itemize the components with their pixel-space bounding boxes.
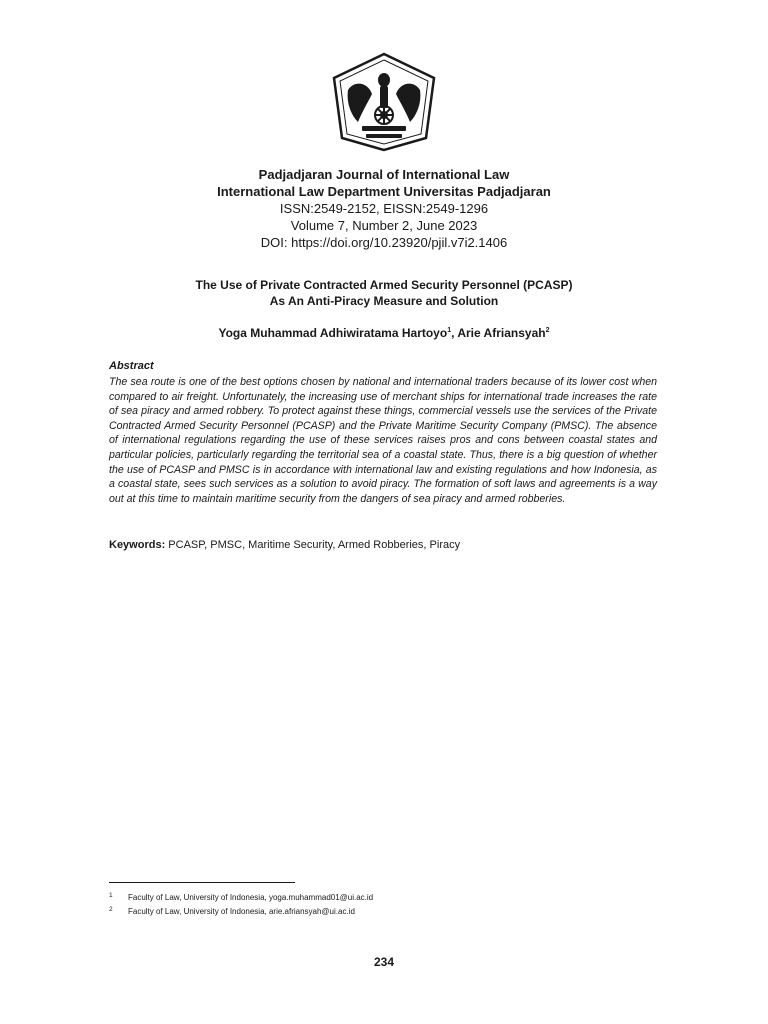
footnote-number: 2: [109, 906, 113, 913]
footnote-text: Faculty of Law, University of Indonesia, arie.afriansyah@ui.ac.id: [128, 907, 355, 916]
department-name: International Law Department Universitas Padjadjaran: [217, 184, 551, 199]
author-separator: ,: [451, 326, 458, 340]
article-title-line1: The Use of Private Contracted Armed Security Personnel (PCASP): [195, 278, 573, 292]
issn-line: ISSN:2549-2152, EISSN:2549-1296: [279, 201, 489, 216]
keywords-line: [109, 539, 460, 551]
university-seal-icon: [328, 50, 440, 154]
footnote-number: 1: [109, 892, 113, 899]
author-line: [0, 326, 768, 340]
article-title: [0, 277, 768, 309]
author-2: Arie Afriansyah: [457, 326, 546, 340]
journal-name: Padjadjaran Journal of International Law: [258, 167, 510, 182]
footnote-divider: [109, 882, 295, 883]
article-title-line2: As An Anti-Piracy Measure and Solution: [269, 294, 499, 308]
abstract-text: The sea route is one of the best options chosen by national and international traders because of its lower cost when compared to air freight. Unfortunately, the increasing use of merchant ships for international trade increases the rate of sea piracy and armed robbery. To protect against these things, commercial vessels use the services of the Private Contracted Armed Security Personnel (PCASP) and the Private Maritime Security Company (PMSC). The absence of international regulations regarding the use of these services raises pros and cons between coastal states and particular policies, particularly regarding the territorial sea of a coastal state. Thus, there is a big question of whether the use of PCASP and PMSC is in accordance with international law and existing regulations and how Indonesia, as a coastal state, sees such services as a solution to avoid piracy. The formation of soft laws and agreements is a way out at this time to maintain maritime security from the dangers of sea piracy and armed robberies.: [109, 376, 657, 505]
abstract-heading: Abstract: [109, 360, 154, 372]
doi-line: DOI: https://doi.org/10.23920/pjil.v7i2.1406: [260, 235, 508, 250]
page-number: 234: [373, 955, 395, 969]
volume-line: Volume 7, Number 2, June 2023: [290, 218, 478, 233]
author-1: Yoga Muhammad Adhiwiratama Hartoyo: [218, 326, 448, 340]
footnote-text: Faculty of Law, University of Indonesia, yoga.muhammad01@ui.ac.id: [128, 893, 374, 902]
author-2-mark: 2: [545, 327, 550, 334]
keywords-value: PCASP, PMSC, Maritime Security, Armed Robberies, Piracy: [165, 539, 461, 551]
author-1-mark: 1: [447, 327, 452, 334]
keywords-label: Keywords:: [109, 539, 166, 551]
journal-header: [0, 166, 768, 251]
